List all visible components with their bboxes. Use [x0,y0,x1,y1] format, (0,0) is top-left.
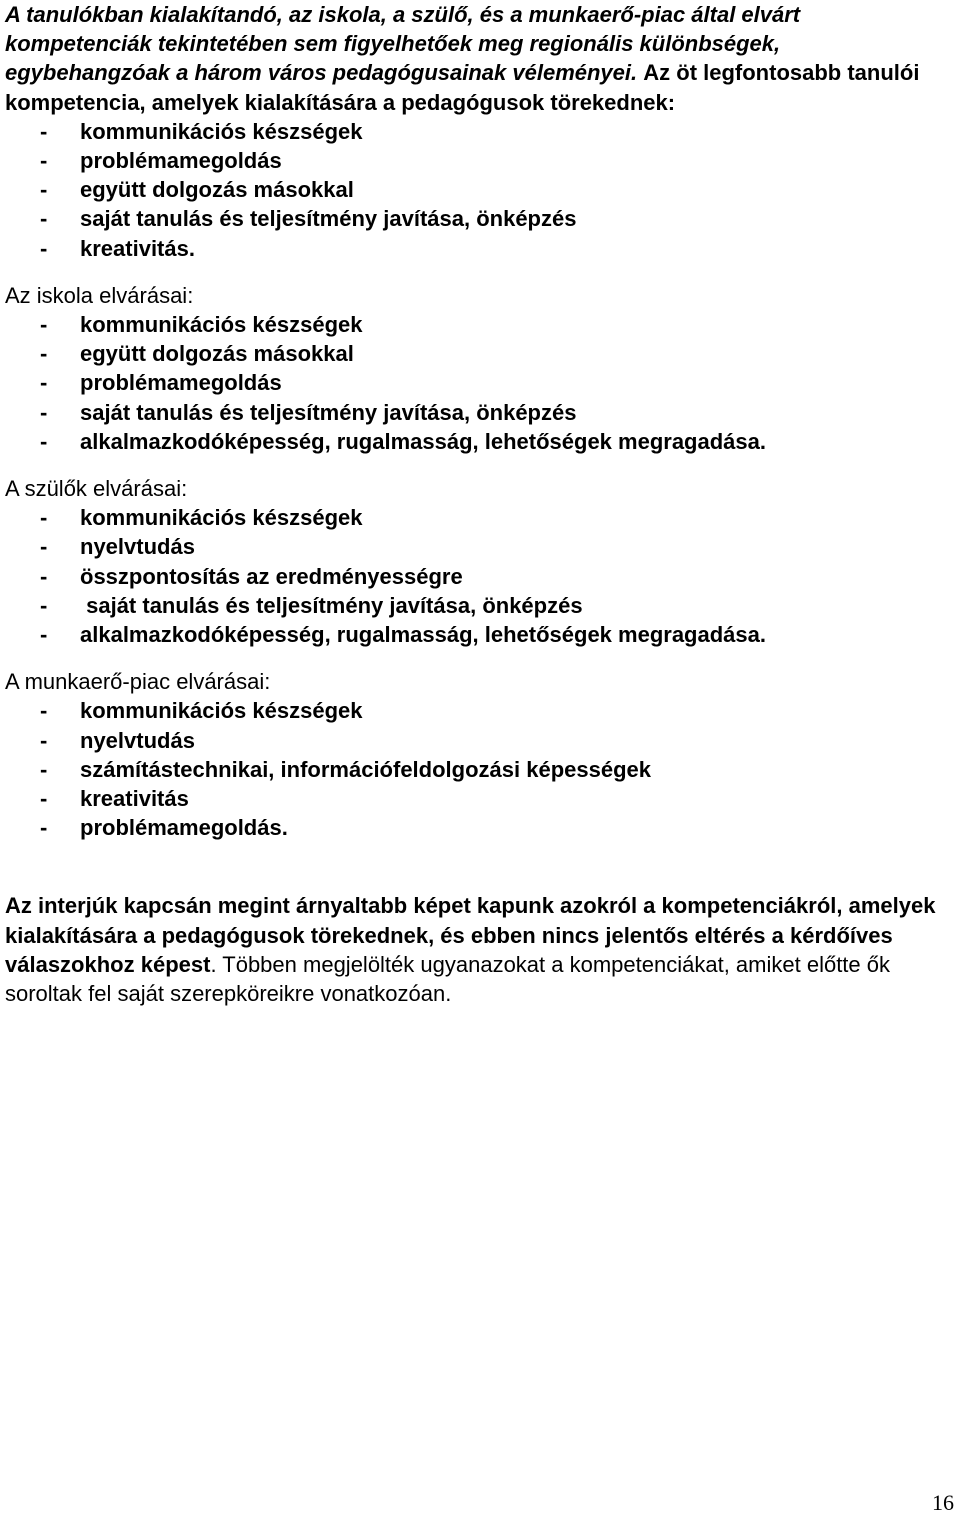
top-competencies-list [5,117,950,263]
bullet-dash: - [40,622,48,648]
bullet-dash: - [40,727,48,753]
list-item: - problémamegoldás. [5,813,950,842]
list-item: - együtt dolgozás másokkal [5,339,950,368]
section-heading: A szülők elvárásai: [5,476,188,502]
list-item: - kommunikációs készségek [5,696,950,725]
school-expectations-section [5,281,950,456]
list-item: - problémamegoldás [5,146,950,175]
bullet-dash: - [40,815,48,841]
bullet-dash: - [40,341,48,367]
closing-paragraph [5,891,950,1008]
bullet-dash: - [40,206,48,232]
bullet-dash: - [40,428,48,454]
bullet-dash: - [40,312,48,338]
intro-paragraph [5,0,950,117]
list-item: - saját tanulás és teljesítmény javítása, önképzés [5,398,950,427]
bullet-dash: - [40,592,48,618]
closing-bold-text: Az interjúk kapcsán megint árnyaltabb képet kapunk azokról a kompetenciákról, amelyek kialakítására a pedagógusok törekednek, és ebben nincs jelentős eltérés a kérdőíves válaszokhoz képest [5,893,936,977]
intro-lead-text: Az öt legfontosabb tanulói kompetencia, amelyek kialakítására a pedagógusok törekednek: [5,60,920,115]
list-item: - nyelvtudás [5,532,950,561]
closing-period: . [210,951,217,977]
list-item: - saját tanulás és teljesítmény javítása, önképzés [5,591,950,620]
bullet-dash: - [40,370,48,396]
bullet-dash: - [40,505,48,531]
school-expectations-list [5,310,950,456]
bullet-dash: - [40,399,48,425]
bullet-dash: - [40,534,48,560]
bullet-dash: - [40,118,48,144]
page-number: 16 [932,1490,954,1515]
labor-market-expectations-section [5,667,950,842]
list-item: - alkalmazkodóképesség, rugalmasság, lehetőségek megragadása. [5,620,950,649]
list-item: - kreativitás [5,784,950,813]
list-item: - kreativitás. [5,234,950,263]
bullet-dash: - [40,698,48,724]
list-item: - együtt dolgozás másokkal [5,175,950,204]
closing-normal-text: Többen megjelölték ugyanazokat a kompetenciákat, amiket előtte ők soroltak fel saját szerepköreikre vonatkozóan. [5,951,891,1007]
list-item: - kommunikációs készségek [5,503,950,532]
parents-expectations-section [5,474,950,649]
document-page [5,0,950,1008]
list-item: - kommunikációs készségek [5,117,950,146]
bullet-dash: - [40,563,48,589]
bullet-dash: - [40,177,48,203]
intro-italic-text: A tanulókban kialakítandó, az iskola, a szülő, és a munkaerő-piac által elvárt kompetenciák tekintetében sem figyelhetőek meg regionális különbségek, egybehangzóak a három város pedagógusainak véleményei. [5,2,801,86]
labor-market-expectations-list [5,696,950,842]
bullet-dash: - [40,756,48,782]
bullet-dash: - [40,786,48,812]
list-item: - összpontosítás az eredményességre [5,562,950,591]
list-item: - kommunikációs készségek [5,310,950,339]
list-item: - problémamegoldás [5,368,950,397]
bullet-dash: - [40,148,48,174]
section-heading: A munkaerő-piac elvárásai: [5,669,271,695]
list-item: - alkalmazkodóképesség, rugalmasság, lehetőségek megragadása. [5,427,950,456]
parents-expectations-list [5,503,950,649]
bullet-dash: - [40,235,48,261]
list-item: - számítástechnikai, információfeldolgozási képességek [5,755,950,784]
list-item: - saját tanulás és teljesítmény javítása, önképzés [5,204,950,233]
section-heading: Az iskola elvárásai: [5,282,194,308]
list-item: - nyelvtudás [5,726,950,755]
